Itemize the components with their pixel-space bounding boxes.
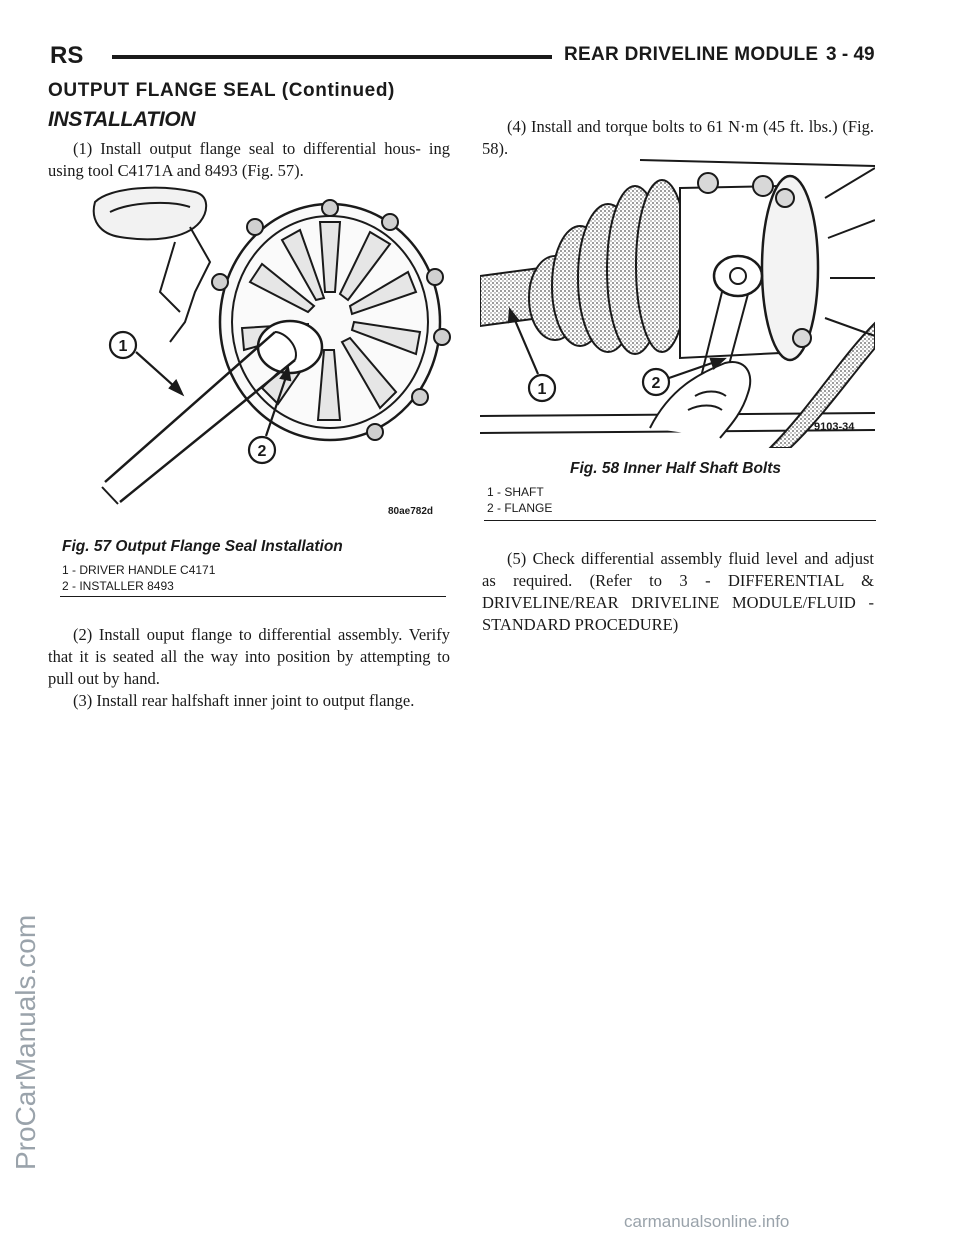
fig58-rule xyxy=(484,520,876,521)
step-4-text: (4) Install and torque bolts to 61 N·m (45 ft. lbs.) (Fig. 58). xyxy=(482,117,874,158)
fig57-legend-2: 2 - INSTALLER 8493 xyxy=(62,579,174,593)
header-section-code: RS xyxy=(50,42,84,69)
fig57-rule xyxy=(60,596,446,597)
fig58-callout-2: 2 xyxy=(651,375,661,392)
steps-2-3-block xyxy=(48,624,450,712)
header-rule xyxy=(112,55,552,59)
footer-url[interactable]: carmanualsonline.info xyxy=(624,1212,790,1231)
step-5-block xyxy=(482,548,874,636)
fig58-callout-1: 1 xyxy=(537,381,547,398)
fig57-legend xyxy=(62,562,215,594)
fig58-legend xyxy=(487,484,552,516)
fig58-legend-1: 1 - SHAFT xyxy=(487,485,544,499)
page-number: 3 - 49 xyxy=(826,44,875,65)
step-3-text: (3) Install rear halfshaft inner joint to output flange. xyxy=(73,691,415,710)
fig57-callout-2: 2 xyxy=(257,443,267,460)
fig58-code: 9103-34 xyxy=(814,421,855,433)
fig58-illustration xyxy=(480,158,875,448)
fig57-caption: Fig. 57 Output Flange Seal Installation xyxy=(62,538,343,555)
watermark: ProCarManuals.com xyxy=(10,914,41,1170)
step-1-text: (1) Install output flange seal to differential hous- ing using tool C4171A and 8493 (Fig. 57). xyxy=(48,139,450,180)
step-4-block xyxy=(482,116,874,160)
header-title: REAR DRIVELINE MODULE xyxy=(564,44,819,65)
fig57-illustration xyxy=(90,182,455,522)
step-2-text: (2) Install ouput flange to differential assembly. Verify that it is seated all the way into position by attempting to pull out by hand. xyxy=(48,625,450,688)
fig58-caption: Fig. 58 Inner Half Shaft Bolts xyxy=(570,460,781,477)
fig57-callout-1: 1 xyxy=(118,338,128,355)
section-title: OUTPUT FLANGE SEAL (Continued) xyxy=(48,80,395,101)
step-5-text: (5) Check differential assembly fluid level and adjust as required. (Refer to 3 - DIFFERENTIAL & DRIVELINE/REAR DRIVELINE MODULE/FLUID - STANDARD PROCEDURE) xyxy=(482,549,874,634)
subheading-installation: INSTALLATION xyxy=(48,108,196,131)
fig57-legend-1: 1 - DRIVER HANDLE C4171 xyxy=(62,563,216,577)
fig57-code: 80ae782d xyxy=(388,506,434,517)
step-1-block xyxy=(48,138,450,182)
fig58-legend-2: 2 - FLANGE xyxy=(487,501,553,515)
